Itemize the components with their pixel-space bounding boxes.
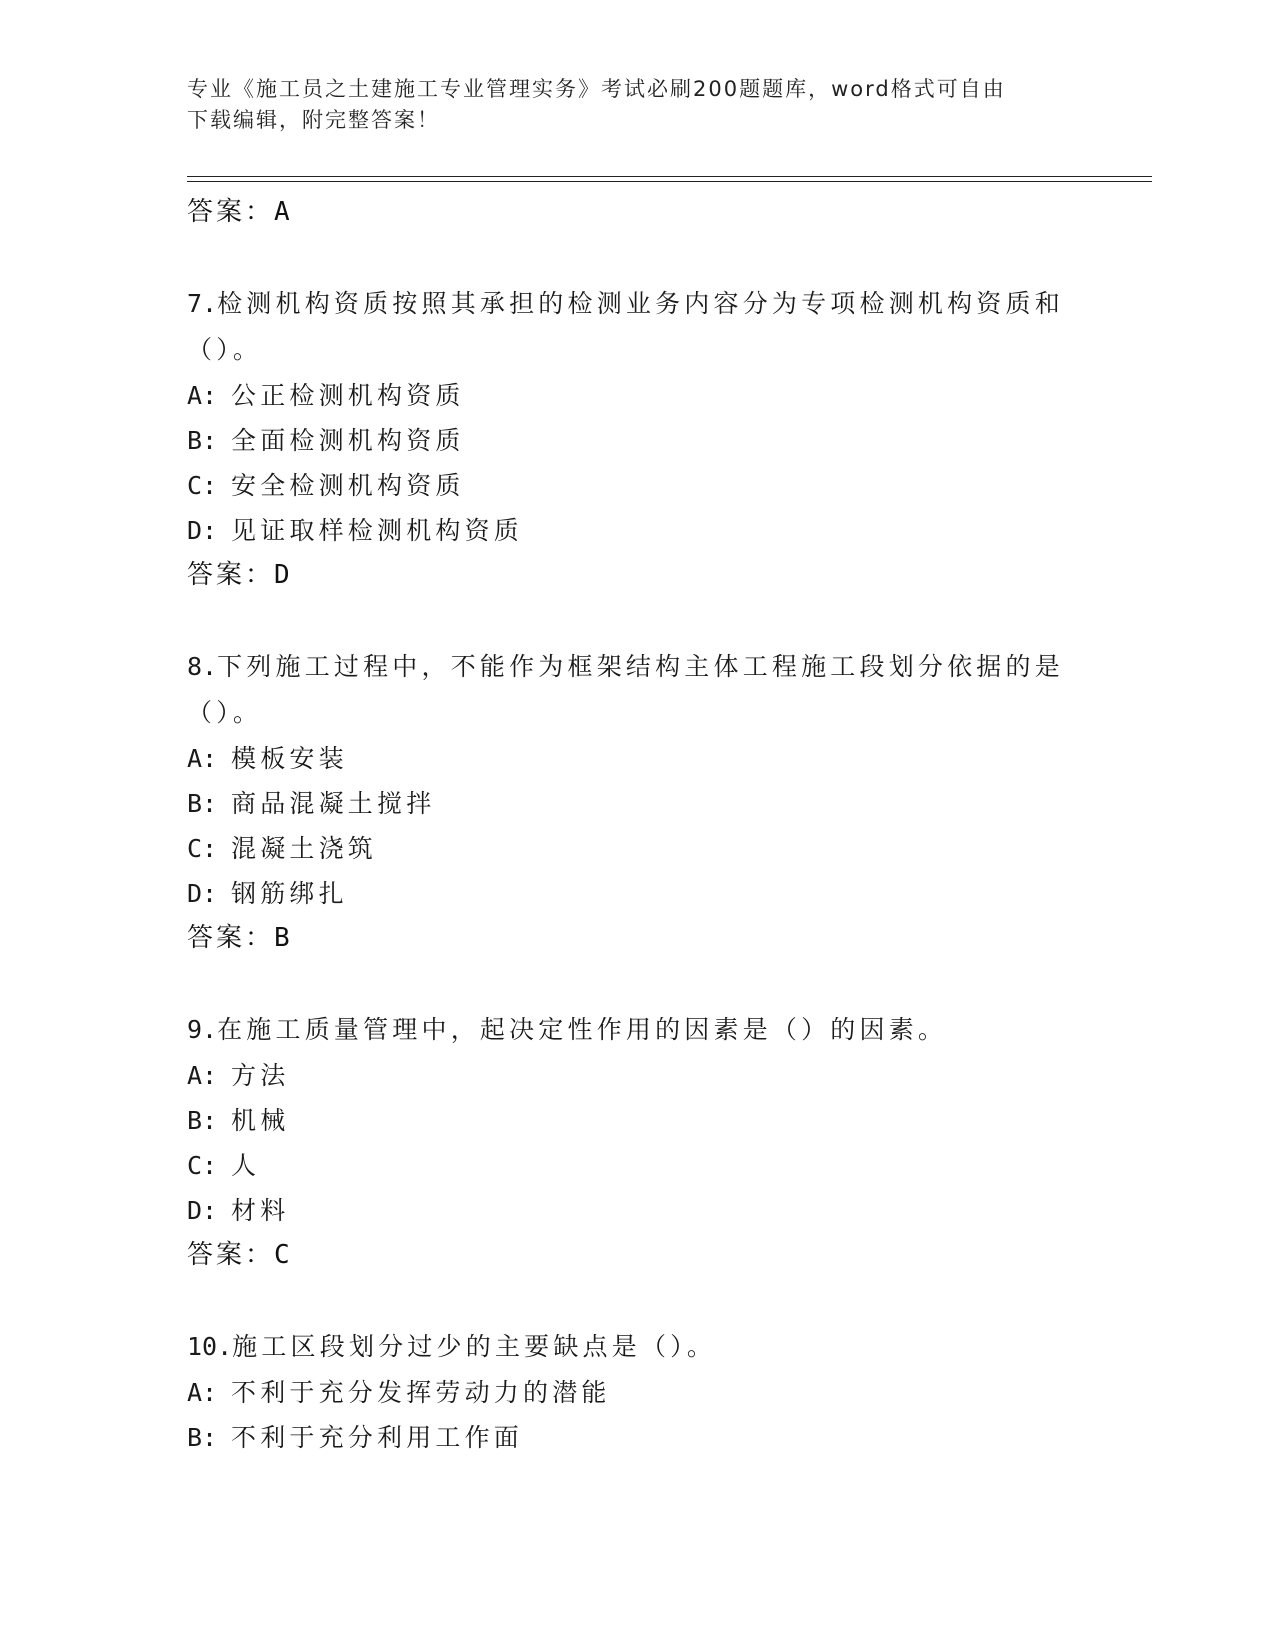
question-9 [187,1007,1087,1277]
option-text: 见证取样检测机构资质 [231,516,524,545]
option-c [187,826,1087,871]
option-c [187,463,1087,508]
question-text-line-2: （）。 [187,698,263,727]
question-number: 7. [187,289,218,318]
answer-line [187,553,1087,597]
option-letter: B: [187,1106,218,1135]
answer-label: 答案： [187,923,275,953]
question-8 [187,644,1087,960]
question-text-line-1: 下列施工过程中，不能作为框架结构主体工程施工段划分依据的是 [217,652,1064,681]
answer-value: C [274,1240,292,1270]
option-letter: C: [187,471,218,500]
header-line-2: 下载编辑，附完整答案！ [187,108,440,132]
option-text: 人 [231,1151,261,1180]
answer-value: D [274,560,292,590]
option-text: 不利于充分发挥劳动力的潜能 [231,1378,611,1407]
option-letter: A: [187,1061,218,1090]
question-text [187,1324,1087,1370]
spacer [187,1277,1087,1324]
option-text: 材料 [231,1196,290,1225]
question-text [187,1007,1087,1053]
option-b [187,418,1087,463]
question-text-line-1: 在施工质量管理中，起决定性作用的因素是（）的因素。 [217,1015,948,1044]
option-letter: C: [187,834,218,863]
question-number: 10. [187,1332,233,1361]
header-divider-top [187,176,1152,177]
option-text: 模板安装 [231,744,348,773]
option-letter: D: [187,1196,218,1225]
question-text [187,281,1087,327]
document-header [187,74,1067,136]
option-text: 机械 [231,1106,290,1135]
spacer [187,234,1087,281]
option-text: 混凝土浇筑 [231,834,378,863]
answer-label: 答案： [187,197,275,227]
option-b [187,1098,1087,1143]
spacer [187,597,1087,644]
option-letter: B: [187,1423,218,1452]
option-letter: B: [187,426,218,455]
answer-value: B [274,923,292,953]
header-divider-bottom [187,181,1152,182]
option-letter: A: [187,1378,218,1407]
question-7 [187,281,1087,597]
option-text: 商品混凝土搅拌 [231,789,436,818]
option-letter: A: [187,744,218,773]
question-text-line-1: 检测机构资质按照其承担的检测业务内容分为专项检测机构资质和 [217,289,1064,318]
option-text: 不利于充分利用工作面 [231,1423,524,1452]
answer-line [187,916,1087,960]
option-letter: C: [187,1151,218,1180]
option-b [187,781,1087,826]
option-text: 安全检测机构资质 [231,471,465,500]
option-letter: B: [187,789,218,818]
option-letter: A: [187,381,218,410]
question-text [187,644,1087,690]
answer-line [187,1233,1087,1277]
option-b [187,1415,1087,1460]
question-number: 8. [187,652,218,681]
question-text-line-2: （）。 [187,335,263,364]
option-d [187,508,1087,553]
option-letter: D: [187,879,218,908]
question-text-line-1: 施工区段划分过少的主要缺点是（）。 [232,1332,717,1361]
document-body [187,190,1087,1460]
option-a [187,1370,1087,1415]
option-text: 方法 [231,1061,290,1090]
answer-line [187,190,1087,234]
option-d [187,1188,1087,1233]
question-number: 9. [187,1015,218,1044]
option-text: 钢筋绑扎 [231,879,348,908]
option-a [187,1053,1087,1098]
spacer [187,960,1087,1007]
option-text: 公正检测机构资质 [231,381,465,410]
answer-value: A [274,197,292,227]
option-d [187,871,1087,916]
answer-label: 答案： [187,560,275,590]
option-text: 全面检测机构资质 [231,426,465,455]
option-c [187,1143,1087,1188]
option-a [187,373,1087,418]
answer-label: 答案： [187,1240,275,1270]
header-line-1: 专业《施工员之土建施工专业管理实务》考试必刷200题题库，word格式可自由 [187,77,1006,101]
question-10 [187,1324,1087,1460]
option-a [187,736,1087,781]
option-letter: D: [187,516,218,545]
